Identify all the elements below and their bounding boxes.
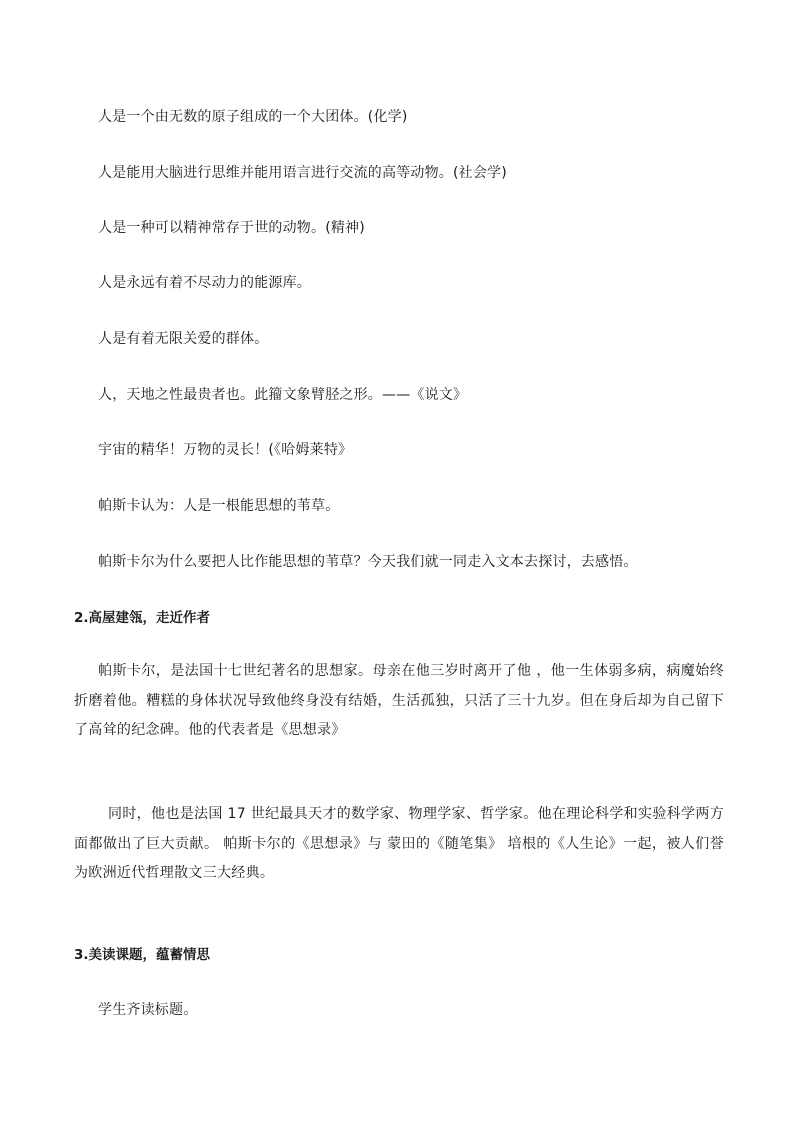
reading-instruction: 学生齐读标题。 [98, 1002, 198, 1018]
definition-line-pascal-reed: 帕斯卡认为：人是一根能思想的苇草。 [98, 498, 340, 514]
section-heading-author: 2.高屋建瓴，走近作者 [74, 610, 211, 626]
definition-line-shuowen: 人，天地之性最贵者也。此籀文象臂胫之形。——《说文》 [98, 387, 468, 403]
author-paragraph-bio: 帕斯卡尔，是法国十七世纪著名的思想家。母亲在他三岁时离开了他 ，他一生体弱多病，病魔始终折磨着他。糟糕的身体状况导致他终身没有结婚，生活孤独，只活了三十九岁。但在身后却为自己留下了高耸的纪念碑。他的代表者是《思想录》 [74, 663, 724, 738]
definition-line-question: 帕斯卡尔为什么要把人比作能思想的苇草？今天我们就一同走入文本去探讨，去感悟。 [98, 554, 638, 570]
definition-line-sociology: 人是能用大脑进行思维并能用语言进行交流的高等动物。(社会学) [98, 165, 507, 181]
definition-line-love: 人是有着无限关爱的群体。 [98, 331, 269, 347]
definition-line-spirit: 人是一种可以精神常存于世的动物。(精神) [98, 220, 365, 236]
definition-line-energy: 人是永远有着不尽动力的能源库。 [98, 275, 311, 291]
definition-line-hamlet: 宇宙的精华！万物的灵长！(《哈姆莱特》 [98, 442, 353, 458]
section-heading-title-reading: 3.美读课题，蕴蓄情思 [74, 947, 211, 963]
definition-line-chemistry: 人是一个由无数的原子组成的一个大团体。(化学) [98, 109, 408, 125]
author-paragraph-achievements: 同时，他也是法国 17 世纪最具天才的数学家、物理学家、哲学家。他在理论科学和实验科学两方面都做出了巨大贡献。 帕斯卡尔的《思想录》与 蒙田的《随笔集》 培根的《人生论》一起，被人们誉为欧洲近代哲理散文三大经典。 [74, 806, 724, 881]
